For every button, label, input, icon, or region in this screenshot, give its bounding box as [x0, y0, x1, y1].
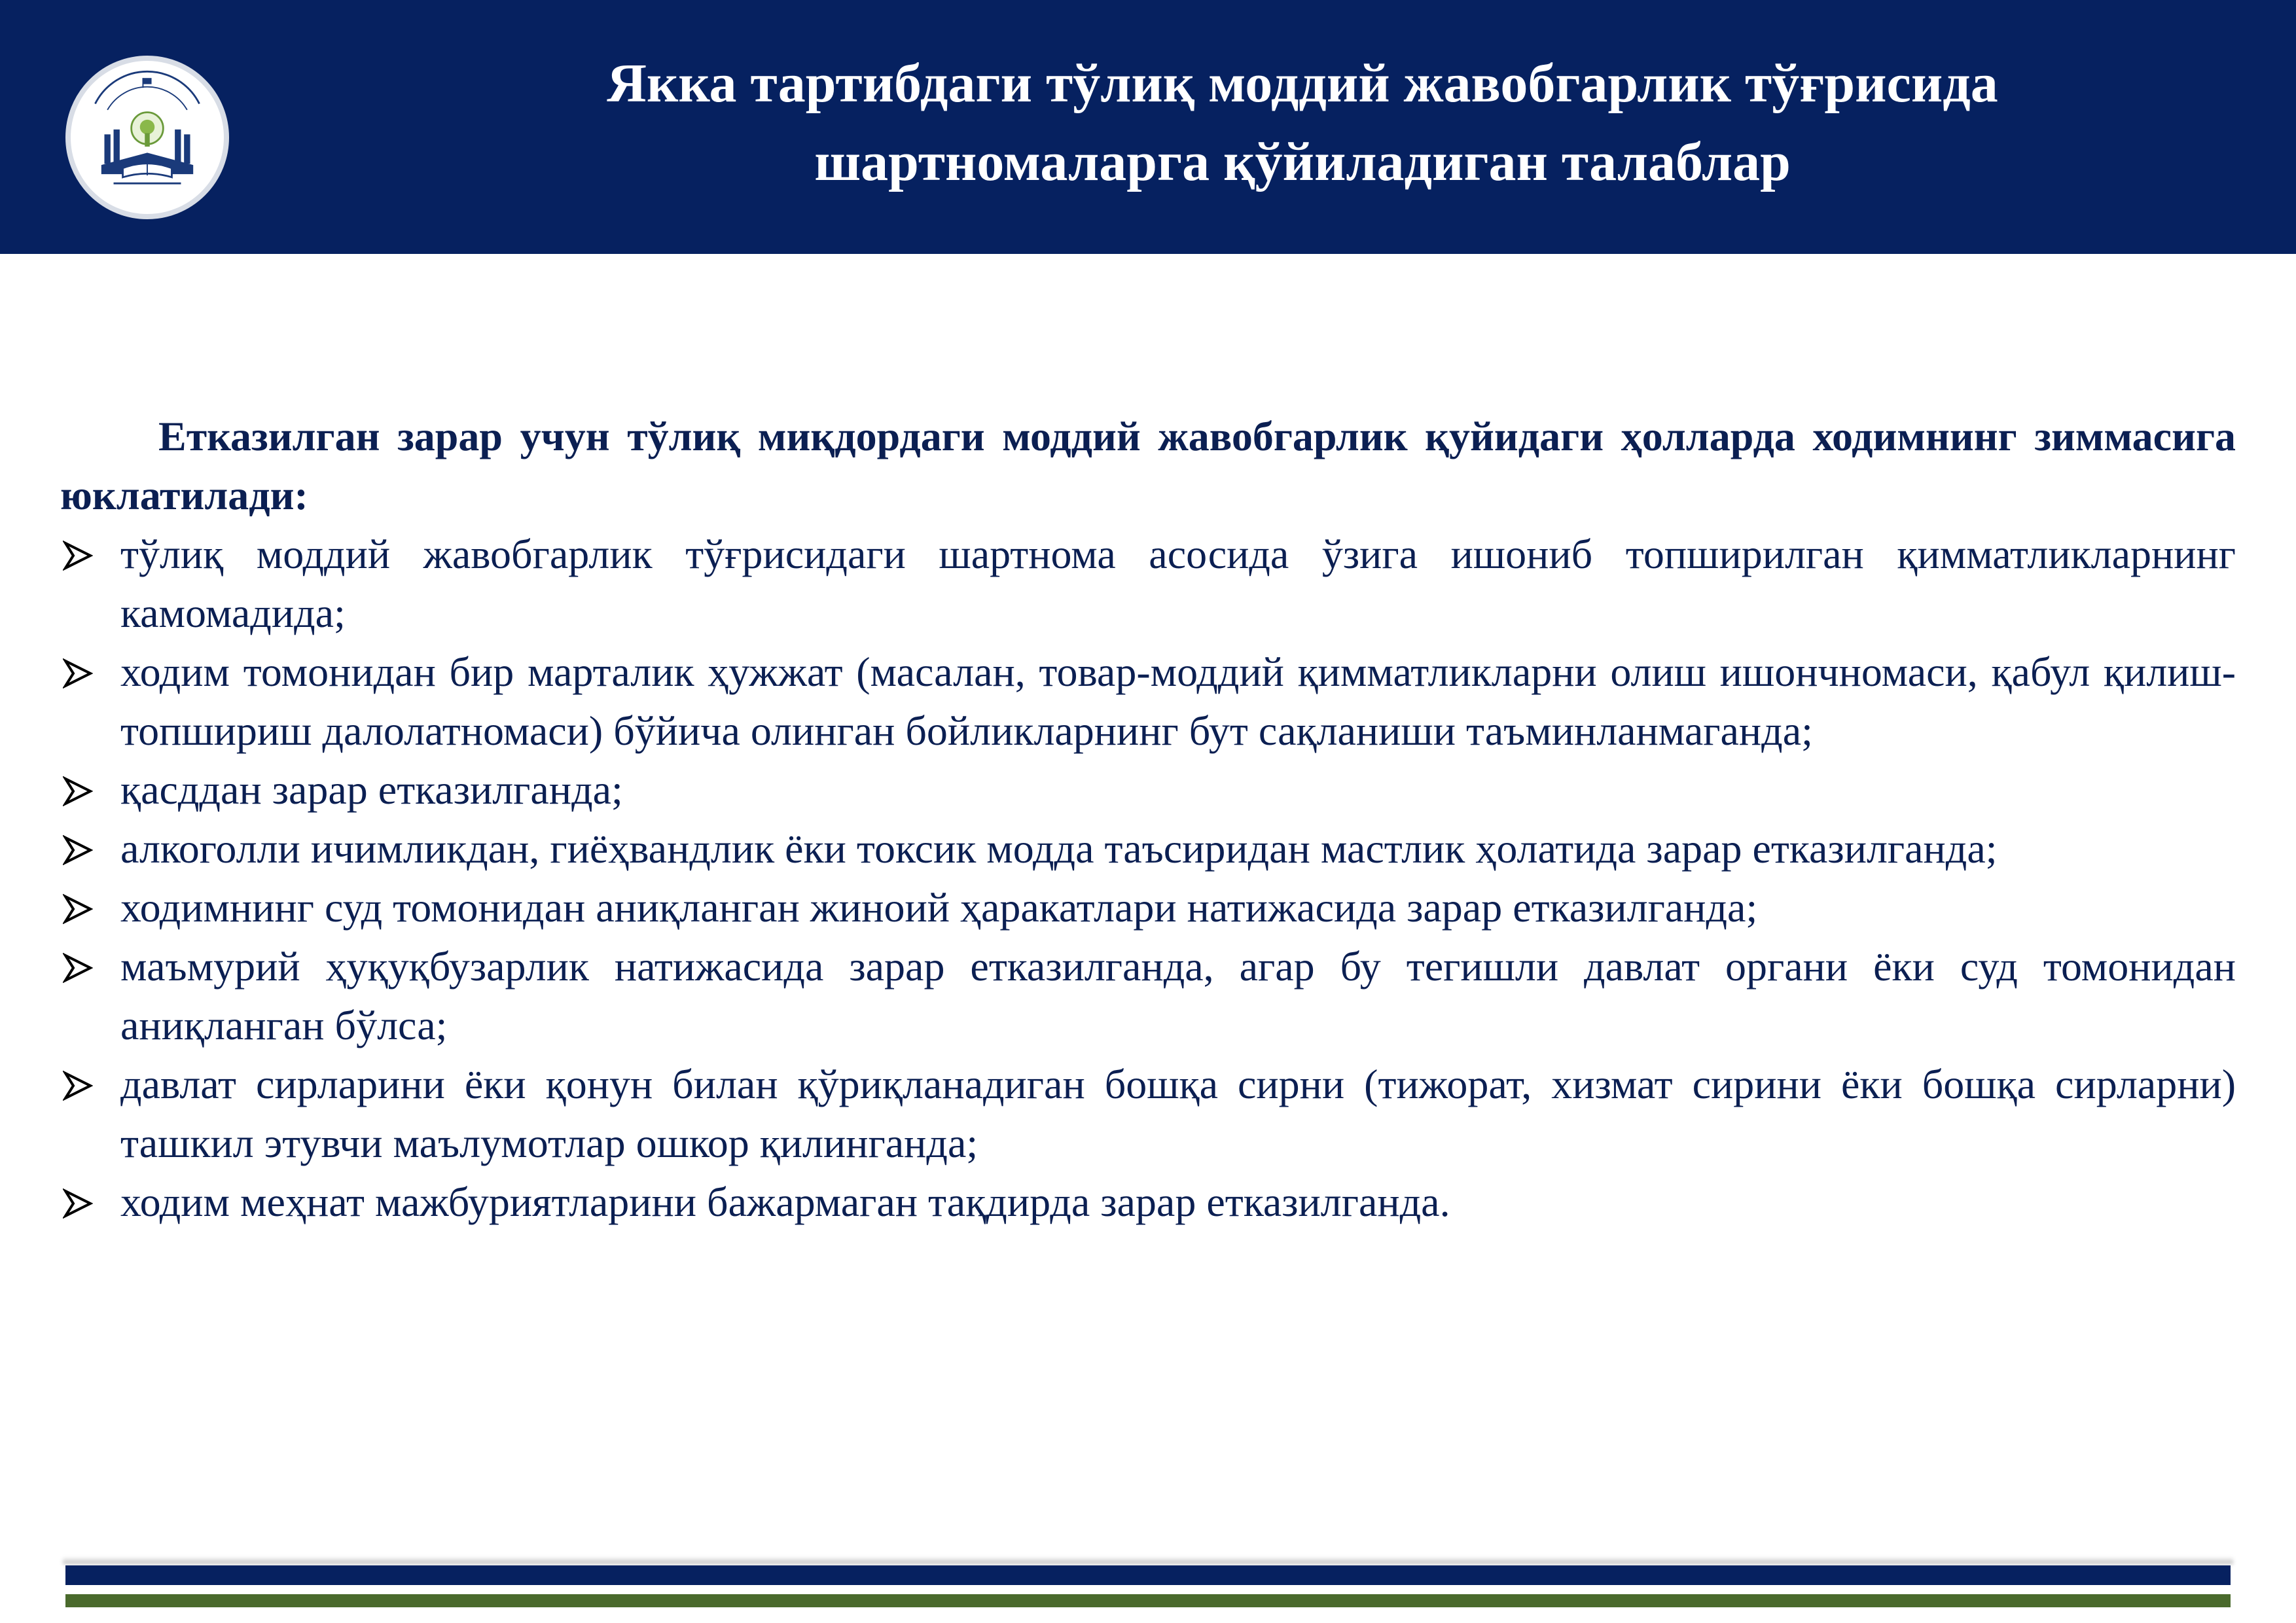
- list-item: [60, 525, 2236, 643]
- footer-shadow: [63, 1558, 2233, 1564]
- academy-emblem-logo: [65, 56, 229, 219]
- arrow-bullet-icon: [63, 541, 93, 571]
- list-item: [60, 878, 2236, 937]
- main-content: [60, 407, 2236, 1232]
- list-item-text: маъмурий ҳуқуқбузарлик натижасида зарар етказилганда, агар бу тегишли давлат органи ёки суд томонидан аниқланган бўлса;: [120, 943, 2236, 1048]
- list-item: [60, 1173, 2236, 1232]
- list-item: [60, 937, 2236, 1055]
- list-item-text: ходим томонидан бир марталик ҳужжат (масалан, товар-моддий қимматликларни олиш ишончномаси, қабул қилиш-топшириш далолатномаси) бўйича олинган бойликларнинг бут сақланиши таъминланмаганда;: [120, 649, 2236, 754]
- list-item-text: алкоголли ичимликдан, гиёҳвандлик ёки токсик модда таъсиридан мастлик ҳолатида зарар етказилганда;: [120, 825, 1998, 872]
- list-item: [60, 760, 2236, 819]
- bullet-list: [60, 525, 2236, 1232]
- arrow-bullet-icon: [63, 894, 93, 924]
- list-item: [60, 819, 2236, 878]
- intro-paragraph: Етказилган зарар учун тўлиқ миқдордаги моддий жавобгарлик қуйидаги ҳолларда ходимнинг зиммасига юклатилади:: [60, 413, 2236, 518]
- list-item-text: қасддан зарар етказилганда;: [120, 766, 623, 813]
- list-item-text: ходимнинг суд томонидан аниқланган жиноий ҳаракатлари натижасида зарар етказилганда;: [120, 884, 1758, 931]
- footer-bar-green: [65, 1594, 2231, 1607]
- list-item-text: тўлиқ моддий жавобгарлик тўғрисидаги шартнома асосида ўзига ишониб топширилган қимматликларнинг камомадида;: [120, 531, 2236, 636]
- list-item: [60, 1055, 2236, 1173]
- arrow-bullet-icon: [63, 1071, 93, 1101]
- footer-bar-blue: [65, 1565, 2231, 1585]
- list-item-text: давлат сирларини ёки қонун билан қўриқланадиган бошқа сирни (тижорат, хизмат сирини ёки бошқа сирларни) ташкил этувчи маълумотлар ошкор қилинганда;: [120, 1061, 2236, 1166]
- arrow-bullet-icon: [63, 776, 93, 806]
- page-title: [340, 45, 2265, 202]
- page-title-line-2: шартномаларга қўйиладиган талаблар: [814, 132, 1791, 192]
- page-title-line-1: Якка тартибдаги тўлиқ моддий жавобгарлик тўғрисида: [607, 53, 1998, 114]
- list-item-text: ходим меҳнат мажбуриятларини бажармаган тақдирда зарар етказилганда.: [120, 1179, 1450, 1225]
- list-item: [60, 643, 2236, 760]
- arrow-bullet-icon: [63, 953, 93, 983]
- header-banner: [0, 0, 2296, 254]
- arrow-bullet-icon: [63, 835, 93, 865]
- arrow-bullet-icon: [63, 1188, 93, 1219]
- arrow-bullet-icon: [63, 658, 93, 688]
